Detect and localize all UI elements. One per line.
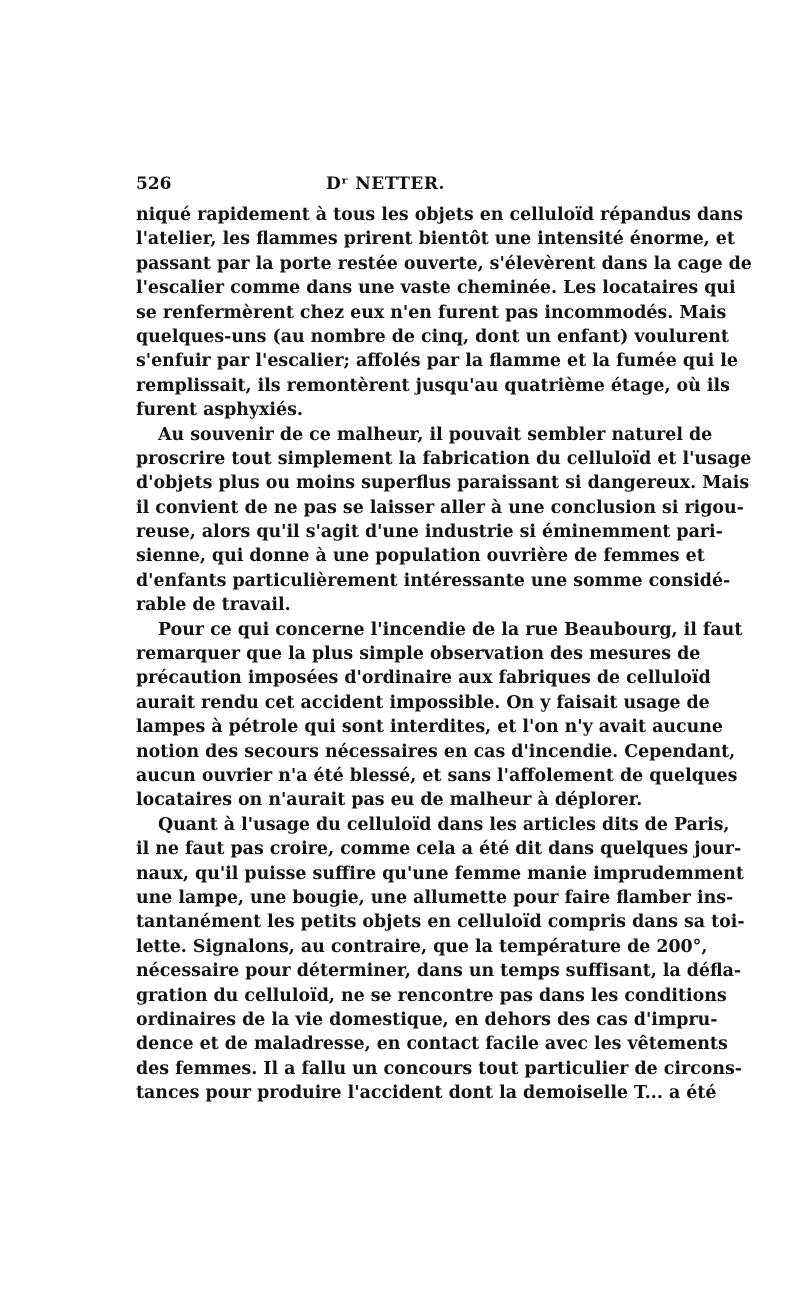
page-number: 526 (136, 174, 172, 194)
text-line: aucun ouvrier n'a été blessé, et sans l'affolement de quelques (136, 765, 738, 786)
text-line: rable de travail. (136, 595, 291, 616)
text-line: furent asphyxiés. (136, 400, 303, 421)
text-line: proscrire tout simplement la fabrication du celluloïd et l'usage (136, 448, 752, 469)
text-line: ordinaires de la vie domestique, en dehors des cas d'impru- (136, 1009, 718, 1030)
text-line: des femmes. Il a fallu un concours tout particulier de circons- (136, 1058, 742, 1079)
text-line: naux, qu'il puisse suffire qu'une femme manie imprudemment (136, 863, 744, 884)
text-line: tances pour produire l'accident dont la demoiselle T... a été (136, 1083, 717, 1104)
text-line: s'enfuir par l'escalier; affolés par la flamme et la fumée qui le (136, 351, 738, 372)
paragraph (136, 203, 752, 423)
text-line: niqué rapidement à tous les objets en celluloïd répandus dans (136, 205, 743, 225)
text-line: précaution imposées d'ordinaire aux fabriques de celluloïd (136, 668, 711, 689)
text-line: aurait rendu cet accident impossible. On y faisait usage de (136, 692, 710, 713)
text-line: tantanément les petits objets en celluloïd compris dans sa toi- (136, 912, 745, 933)
text-line: il ne faut pas croire, comme cela a été dit dans quelques jour- (136, 839, 742, 860)
page-header (136, 174, 660, 200)
text-line: locataires on n'aurait pas eu de malheur à déplorer. (136, 790, 643, 811)
text-line: l'atelier, les flammes prirent bientôt une intensité énorme, et (136, 229, 735, 250)
text-line: sienne, qui donne à une population ouvrière de femmes et (136, 546, 705, 567)
text-line: Pour ce qui concerne l'incendie de la rue Beaubourg, il faut (158, 619, 743, 640)
text-line: quelques-uns (au nombre de cinq, dont un enfant) voulurent (136, 326, 729, 347)
text-line: notion des secours nécessaires en cas d'incendie. Cependant, (136, 741, 736, 762)
running-title: Dʳ NETTER. (326, 174, 445, 194)
text-line: remarquer que la plus simple observation des mesures de (136, 644, 701, 665)
body-text (136, 203, 752, 1105)
text-line: nécessaire pour déterminer, dans un temps suffisant, la défla- (136, 961, 742, 982)
text-line: reuse, alors qu'il s'agit d'une industrie si éminemment pari- (136, 522, 723, 543)
paragraph (136, 813, 745, 1106)
text-line: lette. Signalons, au contraire, que la température de 200°, (136, 936, 708, 957)
text-line: il convient de ne pas se laisser aller à une conclusion si rigou- (136, 497, 744, 518)
text-line: lampes à pétrole qui sont interdites, et l'on n'y avait aucune (136, 717, 723, 738)
text-line: d'objets plus ou moins superflus paraissant si dangereux. Mais (136, 473, 750, 494)
text-line: Quant à l'usage du celluloïd dans les articles dits de Paris, (158, 814, 730, 835)
text-line: dence et de maladresse, en contact facile avec les vêtements (136, 1034, 728, 1055)
paragraph (136, 423, 752, 618)
text-line: passant par la porte restée ouverte, s'élevèrent dans la cage de (136, 253, 752, 274)
text-line: une lampe, une bougie, une allumette pour faire flamber ins- (136, 887, 734, 908)
text-line: l'escalier comme dans une vaste cheminée. Les locataires qui (136, 278, 736, 299)
text-line: gration du celluloïd, ne se rencontre pas dans les conditions (136, 985, 727, 1006)
text-line: remplissait, ils remontèrent jusqu'au quatrième étage, où ils (136, 375, 730, 396)
text-line: d'enfants particulièrement intéressante une somme considé- (136, 570, 731, 591)
text-line: Au souvenir de ce malheur, il pouvait sembler naturel de (158, 424, 713, 445)
paragraph (136, 618, 743, 813)
text-line: se renfermèrent chez eux n'en furent pas incommodés. Mais (136, 302, 727, 323)
